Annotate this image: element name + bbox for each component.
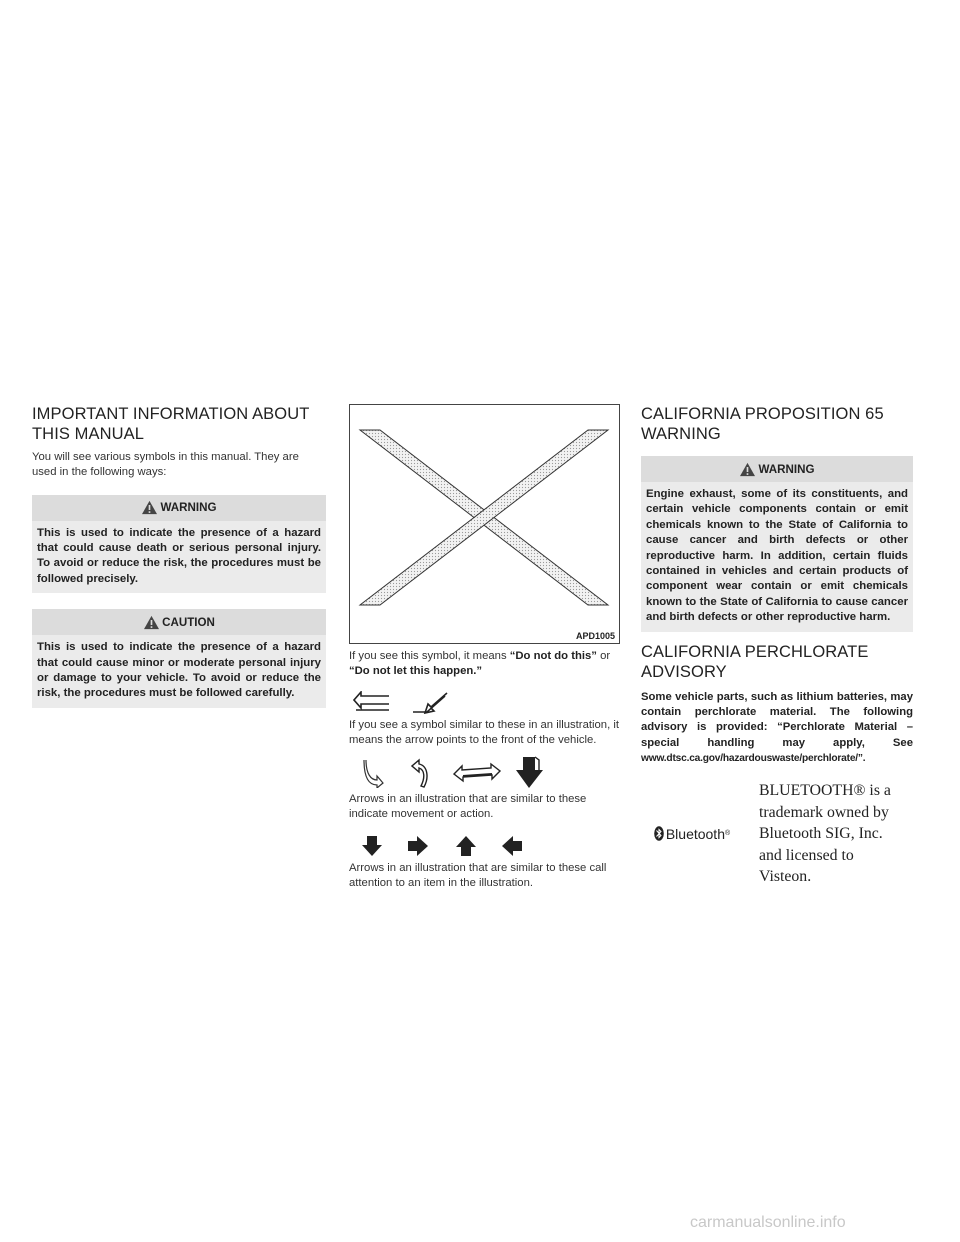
prop65-warning-box	[641, 456, 913, 632]
symbol-meaning-text: If you see this symbol, it means “Do not do this” or “Do not let this happen.”	[349, 650, 611, 678]
do-not-do-figure	[349, 404, 620, 644]
curved-arrow-down-icon	[363, 758, 385, 788]
bluetooth-trademark-text: BLUETOOTH® is a trademark owned by Bluetooth SIG, Inc. and licensed to Visteon.	[759, 782, 891, 886]
attention-text: Arrows in an illustration that are similar to these call attention to an item in the illustration.	[349, 861, 607, 890]
figure-code: APD1005	[575, 631, 615, 641]
intro-text: You will see various symbols in this manual. They are used in the following ways:	[32, 451, 299, 479]
section-heading-manual: IMPORTANT INFORMATION ABOUT THIS MANUAL	[32, 405, 310, 443]
warning-box	[32, 495, 326, 594]
bold-arrow-down-icon	[515, 756, 545, 790]
front-arrow-text: If you see a symbol similar to these in an illustration, it means the arrow points to the front of the vehicle.	[349, 718, 619, 746]
attention-arrow-left-icon	[501, 835, 523, 857]
perchlorate-url: www.dtsc.ca.gov/hazardouswaste/perchlorate/”.	[641, 752, 866, 764]
bluetooth-icon	[654, 826, 664, 841]
attention-arrow-up-icon	[455, 835, 477, 857]
watermark: carmanualsonline.info	[690, 1214, 846, 1231]
caution-header: CAUTION	[32, 609, 326, 635]
bluetooth-logo: Bluetooth ®	[641, 826, 743, 842]
warning-header: WARNING	[32, 495, 326, 521]
column-left	[32, 404, 326, 708]
column-middle	[349, 404, 622, 891]
perchlorate-text: Some vehicle parts, such as lithium batteries, may contain perchlorate material. The following advisory is provided: “Perchlorate Material – special handling may apply, See www.dtsc.ca.gov/hazardouswaste/perchlorate/”.	[641, 690, 913, 764]
warning-text: This is used to indicate the presence of a hazard that could cause death or serious personal injury. To avoid or reduce the risk, the procedures must be followed precisely.	[32, 521, 326, 594]
caution-box	[32, 609, 326, 708]
attention-arrows-row	[361, 835, 622, 857]
caution-triangle-icon	[143, 615, 160, 630]
column-right	[641, 404, 913, 888]
attention-arrow-right-icon	[407, 835, 429, 857]
movement-arrows-row	[363, 756, 622, 790]
section-heading-perchlorate: CALIFORNIA PERCHLORATE ADVISORY	[641, 642, 869, 681]
double-arrow-icon	[453, 762, 501, 784]
prop65-warning-text: Engine exhaust, some of its constituents, and certain vehicle components contain or emit chemicals known to the State of California to cause cancer and birth defects or other reproductive harm. In addition, certain fluids contained in vehicles and certain products of component wear contain or emit chemicals known to the State of California to cause cancer and birth defects or other reproductive harm.	[641, 482, 913, 632]
curved-arrow-up-icon	[411, 758, 433, 788]
front-arrow-left-icon	[353, 691, 391, 713]
bluetooth-notice	[641, 780, 913, 888]
movement-text: Arrows in an illustration that are similar to these indicate movement or action.	[349, 793, 587, 821]
attention-arrow-down-icon	[361, 835, 383, 857]
x-cross-icon	[350, 405, 619, 643]
prop65-warning-header: WARNING	[641, 456, 913, 482]
warning-triangle-icon	[739, 462, 756, 477]
front-arrow-diagonal-icon	[411, 690, 449, 714]
front-arrows-row	[353, 690, 622, 714]
warning-triangle-icon	[141, 500, 158, 515]
caution-text: This is used to indicate the presence of a hazard that could cause minor or moderate personal injury or damage to your vehicle. To avoid or reduce the risk, the procedures must be followed carefully.	[32, 635, 326, 708]
section-heading-prop65: CALIFORNIA PROPOSITION 65 WARNING	[641, 405, 884, 443]
